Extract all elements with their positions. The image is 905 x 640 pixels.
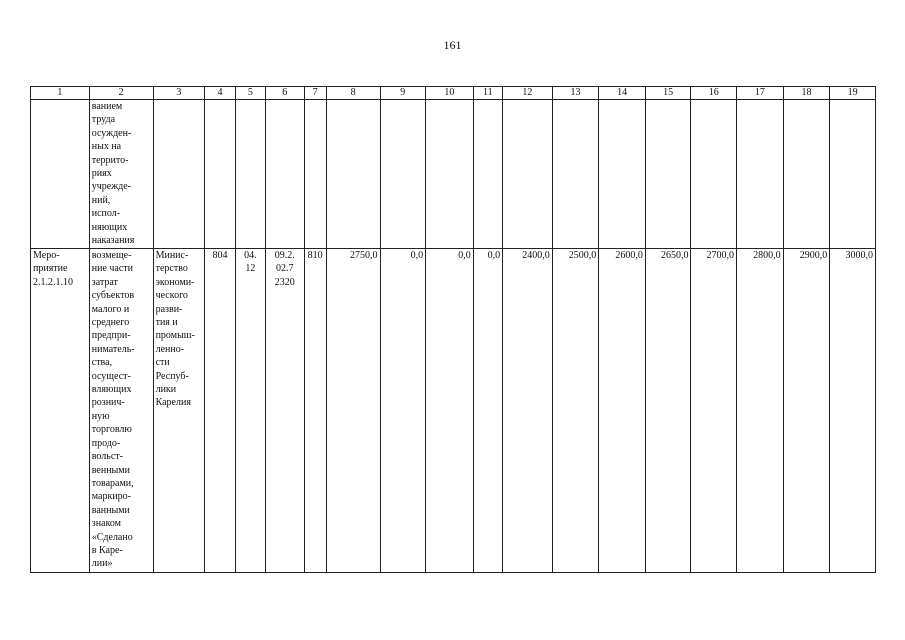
col-header: 16 bbox=[691, 87, 737, 100]
table-cell: 2500,0 bbox=[552, 249, 599, 573]
col-header: 15 bbox=[645, 87, 691, 100]
table-cell: возмеще- ние части затрат субъектов малого и среднего предпри- ниматель- ства, осущест- вляющих рознич- ную торговлю продо- вольст- венными товарами, маркиро- ванными знаком «Сделано в Каре- лии» bbox=[89, 249, 153, 573]
table-cell bbox=[304, 100, 326, 249]
table-cell: 0,0 bbox=[426, 249, 474, 573]
table-cell: 2800,0 bbox=[737, 249, 784, 573]
table-cell bbox=[599, 100, 646, 249]
table-cell bbox=[326, 100, 380, 249]
table-cell: 810 bbox=[304, 249, 326, 573]
table-cell: 2650,0 bbox=[645, 249, 691, 573]
col-header: 14 bbox=[599, 87, 646, 100]
table-cell bbox=[503, 100, 553, 249]
col-header: 2 bbox=[89, 87, 153, 100]
table-cell bbox=[830, 100, 876, 249]
table-cell: 0,0 bbox=[380, 249, 426, 573]
col-header: 18 bbox=[783, 87, 830, 100]
table-cell: 0,0 bbox=[473, 249, 502, 573]
col-header: 5 bbox=[235, 87, 265, 100]
table-cell: Меро- приятие 2.1.2.1.10 bbox=[31, 249, 90, 573]
table-cell bbox=[153, 100, 205, 249]
col-header: 6 bbox=[266, 87, 305, 100]
table-cell bbox=[691, 100, 737, 249]
header-row bbox=[31, 87, 876, 100]
table-cell bbox=[552, 100, 599, 249]
table-cell: 2900,0 bbox=[783, 249, 830, 573]
table-row bbox=[31, 100, 876, 249]
col-header: 13 bbox=[552, 87, 599, 100]
col-header: 7 bbox=[304, 87, 326, 100]
table-cell bbox=[473, 100, 502, 249]
table-cell: 04. 12 bbox=[235, 249, 265, 573]
page-number: 161 bbox=[443, 38, 462, 52]
table-cell: 3000,0 bbox=[830, 249, 876, 573]
table-cell: 2400,0 bbox=[503, 249, 553, 573]
table-cell bbox=[31, 100, 90, 249]
table-cell bbox=[426, 100, 474, 249]
table-cell: ванием труда осужден- ных на террито- риях учрежде- ний, испол- няющих наказания bbox=[89, 100, 153, 249]
table-cell bbox=[380, 100, 426, 249]
col-header: 10 bbox=[426, 87, 474, 100]
table-cell bbox=[205, 100, 235, 249]
col-header: 19 bbox=[830, 87, 876, 100]
table-cell bbox=[266, 100, 305, 249]
table-cell: 2600,0 bbox=[599, 249, 646, 573]
table-cell bbox=[645, 100, 691, 249]
table-cell bbox=[783, 100, 830, 249]
table-cell: 2700,0 bbox=[691, 249, 737, 573]
table-cell: 804 bbox=[205, 249, 235, 573]
budget-table bbox=[30, 86, 876, 573]
col-header: 12 bbox=[503, 87, 553, 100]
table-cell: Минис- терство экономи- ческого разви- тия и промыш- ленно- сти Респуб- лики Карелия bbox=[153, 249, 205, 573]
col-header: 9 bbox=[380, 87, 426, 100]
table-cell: 2750,0 bbox=[326, 249, 380, 573]
col-header: 3 bbox=[153, 87, 205, 100]
table-row bbox=[31, 249, 876, 573]
col-header: 11 bbox=[473, 87, 502, 100]
col-header: 4 bbox=[205, 87, 235, 100]
col-header: 1 bbox=[31, 87, 90, 100]
col-header: 17 bbox=[737, 87, 784, 100]
table-cell bbox=[235, 100, 265, 249]
table-cell bbox=[737, 100, 784, 249]
col-header: 8 bbox=[326, 87, 380, 100]
table-cell: 09.2. 02.7 2320 bbox=[266, 249, 305, 573]
